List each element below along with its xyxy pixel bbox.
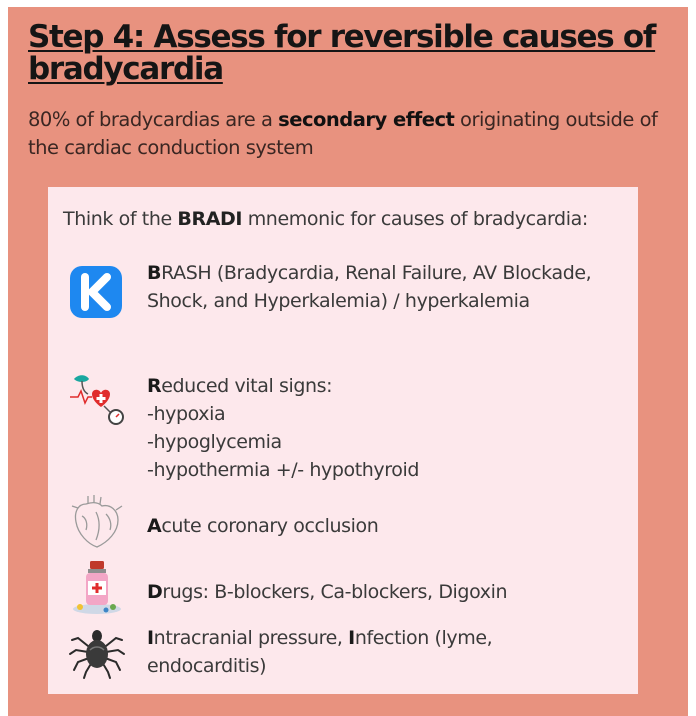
- mnemonic-letter: B: [147, 262, 162, 284]
- mnemonic-intro: [63, 207, 628, 231]
- slide-subtitle: [28, 106, 678, 162]
- sub-item-hypoglycemia: -hypoglycemia: [147, 431, 282, 453]
- mnemonic-letter: R: [147, 375, 162, 397]
- slide-title: Step 4: Assess for reversible causes of bradycardia: [28, 19, 656, 87]
- intro-text-after: mnemonic for causes of bradycardia:: [242, 208, 588, 230]
- vital-signs-icon: [66, 370, 128, 432]
- heart-sketch-icon: [66, 492, 128, 554]
- intro-text-before: Think of the: [63, 208, 178, 230]
- mnemonic-letter: A: [147, 515, 162, 537]
- mnemonic-second-letter: I: [348, 627, 355, 649]
- tick-icon: [66, 620, 128, 682]
- sub-item-hypothermia: -hypothermia +/- hypothyroid: [147, 459, 420, 481]
- mnemonic-item-description: educed vital signs:: [161, 375, 333, 397]
- medicine-bottle-icon: [66, 557, 128, 619]
- mnemonic-card: [48, 187, 638, 694]
- mnemonic-item-description: ntracranial pressure,: [153, 627, 349, 649]
- mnemonic-item-text: [147, 512, 617, 540]
- mnemonic-item-text: [147, 624, 617, 680]
- mnemonic-item-description-continued: nfection (lyme, endocarditis): [147, 627, 493, 677]
- mnemonic-item-text: [147, 578, 617, 606]
- subtitle-bold-text: secondary effect: [278, 108, 455, 131]
- subtitle-text-after: originating outside of the cardiac conduction system: [28, 108, 658, 159]
- mnemonic-item-description: RASH (Bradycardia, Renal Failure, AV Blockade, Shock, and Hyperkalemia) / hyperkalemia: [147, 262, 592, 312]
- slide: [8, 7, 688, 716]
- mnemonic-letter: I: [147, 627, 154, 649]
- mnemonic-item-text: [147, 372, 617, 484]
- mnemonic-item-description: rugs: B-blockers, Ca-blockers, Digoxin: [162, 581, 508, 603]
- mnemonic-item-text: [147, 259, 617, 315]
- mnemonic-letter: D: [147, 581, 163, 603]
- kinetic-k-logo-icon: [66, 263, 128, 325]
- mnemonic-item-description: cute coronary occlusion: [161, 515, 379, 537]
- subtitle-text-before: 80% of bradycardias are a: [28, 108, 279, 131]
- intro-mnemonic-word: BRADI: [177, 208, 243, 230]
- sub-item-hypoxia: -hypoxia: [147, 403, 226, 425]
